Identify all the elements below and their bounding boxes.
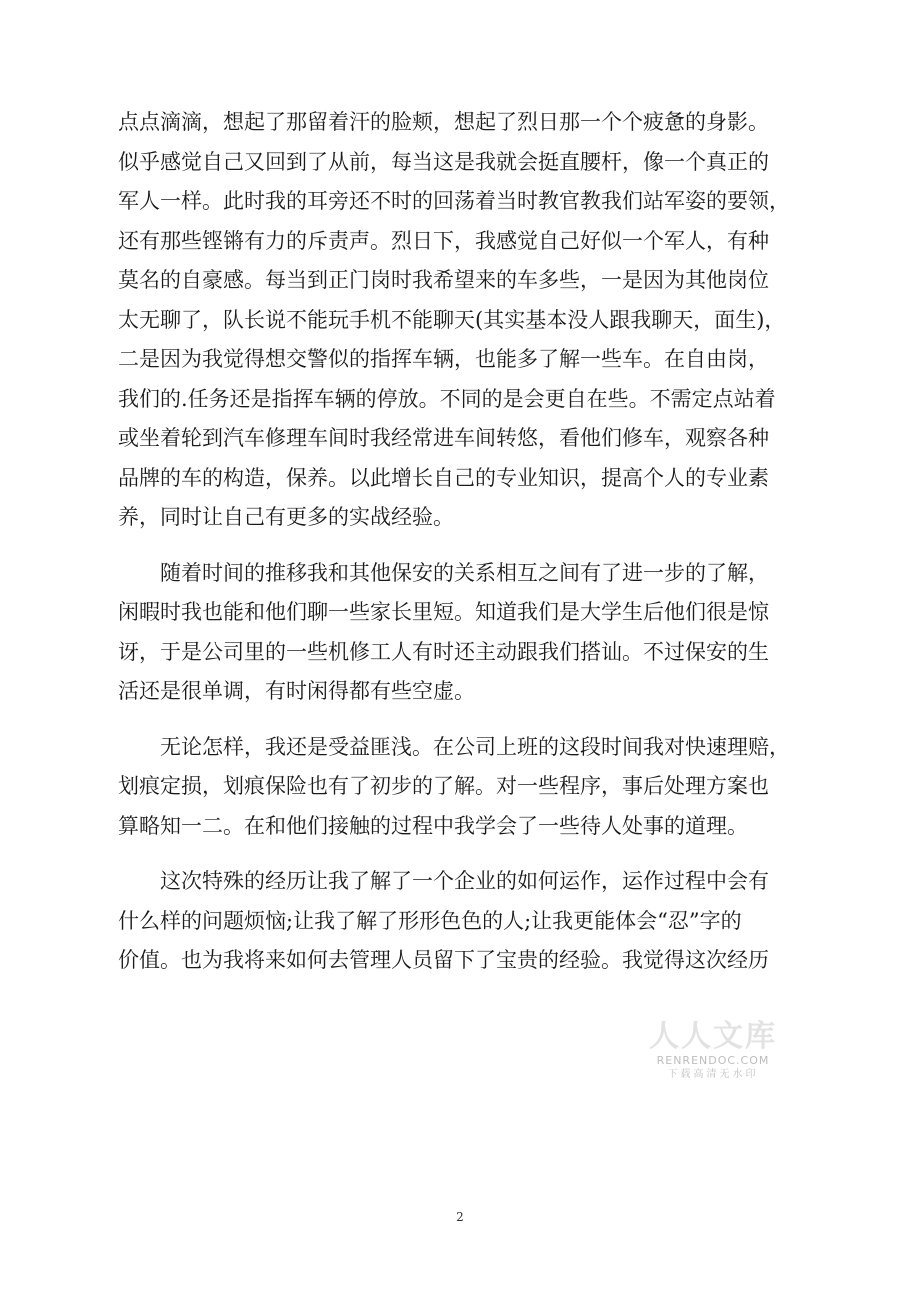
watermark-subtitle: 下载高清无水印: [667, 1069, 759, 1080]
text-line: 随着时间的推移我和其他保安的关系相互之间有了进一步的了解，: [160, 560, 769, 585]
text-line: 无论怎样，我还是受益匪浅。在公司上班的这段时间我对快速理赔，: [160, 734, 790, 759]
body-text: [118, 103, 802, 997]
text-line: 莫名的自豪感。每当到正门岗时我希望来的车多些，一是因为其他岗位: [118, 268, 769, 292]
text-line: 价值。也为我将来如何去管理人员留下了宝贵的经验。我觉得这次经历: [118, 948, 769, 972]
text-line: 还有那些铿锵有力的斥责声。烈日下，我感觉自己好似一个军人，有种: [118, 228, 769, 253]
text-line: 或坐着轮到汽车修理车间时我经常进车间转悠，看他们修车，观察各种: [118, 426, 769, 450]
paragraph-4: [118, 862, 802, 981]
paragraph-3: [118, 728, 802, 847]
page-number: 2: [456, 1210, 464, 1224]
text-line: 品牌的车的构造，保养。以此增长自己的专业知识，提高个人的专业素: [118, 465, 769, 490]
text-line: 太无聊了，队长说不能玩手机不能聊天(其实基本没人跟我聊天，面生)，: [118, 307, 786, 332]
paragraph-1: [118, 103, 802, 538]
text-line: 似乎感觉自己又回到了从前，每当这是我就会挺直腰杆，像一个真正的: [118, 149, 769, 174]
text-line: 我们的.任务还是指挥车辆的停放。不同的是会更自在些。不需定点站着: [118, 386, 776, 411]
text-line: 这次特殊的经历让我了解了一个企业的如何运作，运作过程中会有: [160, 869, 769, 893]
text-line: 军人一样。此时我的耳旁还不时的回荡着当时教官教我们站军姿的要领，: [118, 189, 790, 213]
text-line: 二是因为我觉得想交警似的指挥车辆，也能多了解一些车。在自由岗，: [118, 347, 769, 371]
watermark-url: RENRENDOC.COM: [656, 1054, 770, 1067]
text-line: 养，同时让自己有更多的实战经验。: [118, 505, 454, 529]
watermark: [648, 1020, 778, 1100]
watermark-logo: 人人文库: [649, 1019, 777, 1054]
text-line: 讶，于是公司里的一些机修工人有时还主动跟我们搭讪。不过保安的生: [118, 639, 769, 664]
text-line: 算略知一二。在和他们接触的过程中我学会了一些待人处事的道理。: [118, 813, 748, 838]
text-line: 闲暇时我也能和他们聊一些家长里短。知道我们是大学生后他们很是惊: [118, 600, 769, 624]
text-line: 点点滴滴，想起了那留着汗的脸颊，想起了烈日那一个个疲惫的身影。: [118, 110, 769, 134]
paragraph-2: [118, 554, 802, 712]
text-line: 活还是很单调，有时闲得都有些空虚。: [118, 679, 475, 703]
text-line: 划痕定损，划痕保险也有了初步的了解。对一些程序，事后处理方案也: [118, 774, 769, 798]
text-line: 什么样的问题烦恼;让我了解了形形色色的人;让我更能体会“忍”字的: [118, 908, 742, 933]
